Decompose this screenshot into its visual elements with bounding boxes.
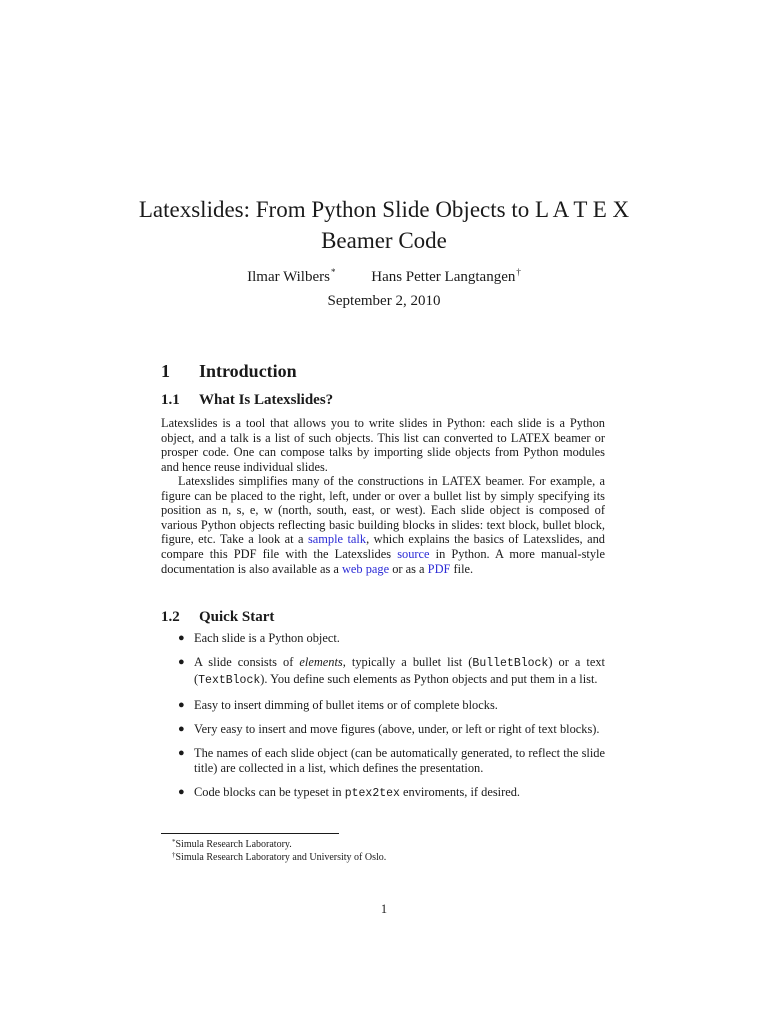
- page-number: 1: [380, 902, 388, 916]
- paragraph-text: file.: [450, 561, 474, 576]
- list-item-text: Very easy to insert and move figures (above, under, or left or right of text blocks).: [194, 721, 600, 736]
- paper-title: [100, 194, 668, 256]
- footnote-mark: †: [172, 851, 176, 859]
- quick-start-list: [161, 631, 605, 811]
- paragraph-text: , which explains the basics of Latexslides, and compare this PDF file with the Latexslides: [161, 532, 605, 561]
- paragraph-simplifies: [161, 474, 605, 576]
- bullet-icon: ●: [178, 698, 185, 711]
- author-list: [100, 262, 668, 287]
- paper-date: September 2, 2010: [327, 293, 441, 309]
- code-inline: BulletBlock: [472, 657, 549, 671]
- bullet-icon: ●: [178, 632, 185, 644]
- section-heading-introduction: [161, 360, 297, 382]
- code-inline: TextBlock: [198, 673, 261, 687]
- footnote-text: Simula Research Laboratory and University of Oslo.: [175, 852, 387, 863]
- author-2-mark: †: [516, 267, 521, 277]
- list-item: [161, 655, 605, 688]
- list-item-text: The names of each slide object (can be automatically generated, to reflect the slide title) are collected in a list, which defines the presentation.: [194, 745, 605, 775]
- author-1-mark: *: [330, 267, 336, 277]
- footnote-text: Simula Research Laboratory.: [175, 839, 292, 850]
- subsection-title: What Is Latexslides?: [199, 392, 334, 408]
- paper-title-line1: Latexslides: From Python Slide Objects to L A T E X: [138, 197, 630, 222]
- subsection-heading-what-is: [161, 390, 333, 410]
- author-1-name: Ilmar Wilbers: [247, 269, 330, 285]
- list-item: [161, 746, 605, 775]
- list-item: [161, 785, 605, 802]
- section-title: Introduction: [199, 361, 297, 381]
- sample-talk-link[interactable]: sample talk: [307, 532, 367, 547]
- list-item-emphasis: elements: [299, 655, 343, 670]
- author-1: [247, 262, 335, 287]
- list-item: [161, 722, 605, 737]
- list-item-text: Easy to insert dimming of bullet items or of complete blocks.: [194, 697, 498, 712]
- bullet-icon: ●: [178, 785, 185, 798]
- list-item-text: Each slide is a Python object.: [194, 631, 340, 645]
- subsection-heading-quick-start: [161, 607, 274, 627]
- list-item-text: A slide consists of: [194, 655, 300, 670]
- code-inline: ptex2tex: [344, 786, 400, 800]
- author-2-name: Hans Petter Langtangen: [371, 269, 516, 285]
- subsection-number: 1.2: [161, 609, 180, 625]
- bullet-icon: ●: [178, 722, 185, 735]
- pdf-link[interactable]: PDF: [427, 561, 451, 576]
- paragraph-text: or as a: [389, 561, 428, 576]
- bullet-icon: ●: [178, 656, 185, 669]
- bullet-icon: ●: [178, 746, 185, 759]
- paragraph-text: Latexslides simplifies many of the constructions in LATEX beamer. For example, a figure can be placed to the right, left, under or over a bullet list by simply specifying its position as n, s, e, w (north, south, east, or west). Each slide object is composed of various Python objects reflecting basic building blocks in slides: text block, bullet block, figure, etc. Take a look at a: [161, 474, 605, 547]
- footnote-mark: *: [172, 838, 176, 846]
- subsection-number: 1.1: [161, 392, 180, 408]
- source-link[interactable]: source: [397, 546, 430, 561]
- paragraph-text: in Python. A more manual-style documentation is also available as a: [161, 546, 605, 576]
- paper-title-line2: Beamer Code: [321, 228, 447, 253]
- list-item-text: , typically a bullet list (: [342, 655, 473, 670]
- paragraph-intro: Latexslides is a tool that allows you to write slides in Python: each slide is a Python object, and a talk is a list of such objects. This list can converted to LATEX beamer or prosper code. One can compose talks by importing slide objects from Python modules and hence reuse individual slides.: [161, 416, 605, 474]
- author-2: [371, 262, 521, 287]
- web-page-link[interactable]: web page: [341, 561, 390, 576]
- section-number: 1: [161, 361, 170, 381]
- list-item-text: ) or a text (: [194, 655, 605, 686]
- subsection-title: Quick Start: [199, 609, 275, 625]
- footnote-rule: [161, 833, 339, 834]
- list-item-text: ). You define such elements as Python objects and put them in a list.: [260, 671, 598, 686]
- list-item-text: enviroments, if desired.: [399, 784, 521, 799]
- list-item: [161, 698, 605, 713]
- list-item: [161, 631, 605, 646]
- footnote-2: [172, 849, 386, 864]
- list-item-text: Code blocks can be typeset in: [194, 784, 345, 799]
